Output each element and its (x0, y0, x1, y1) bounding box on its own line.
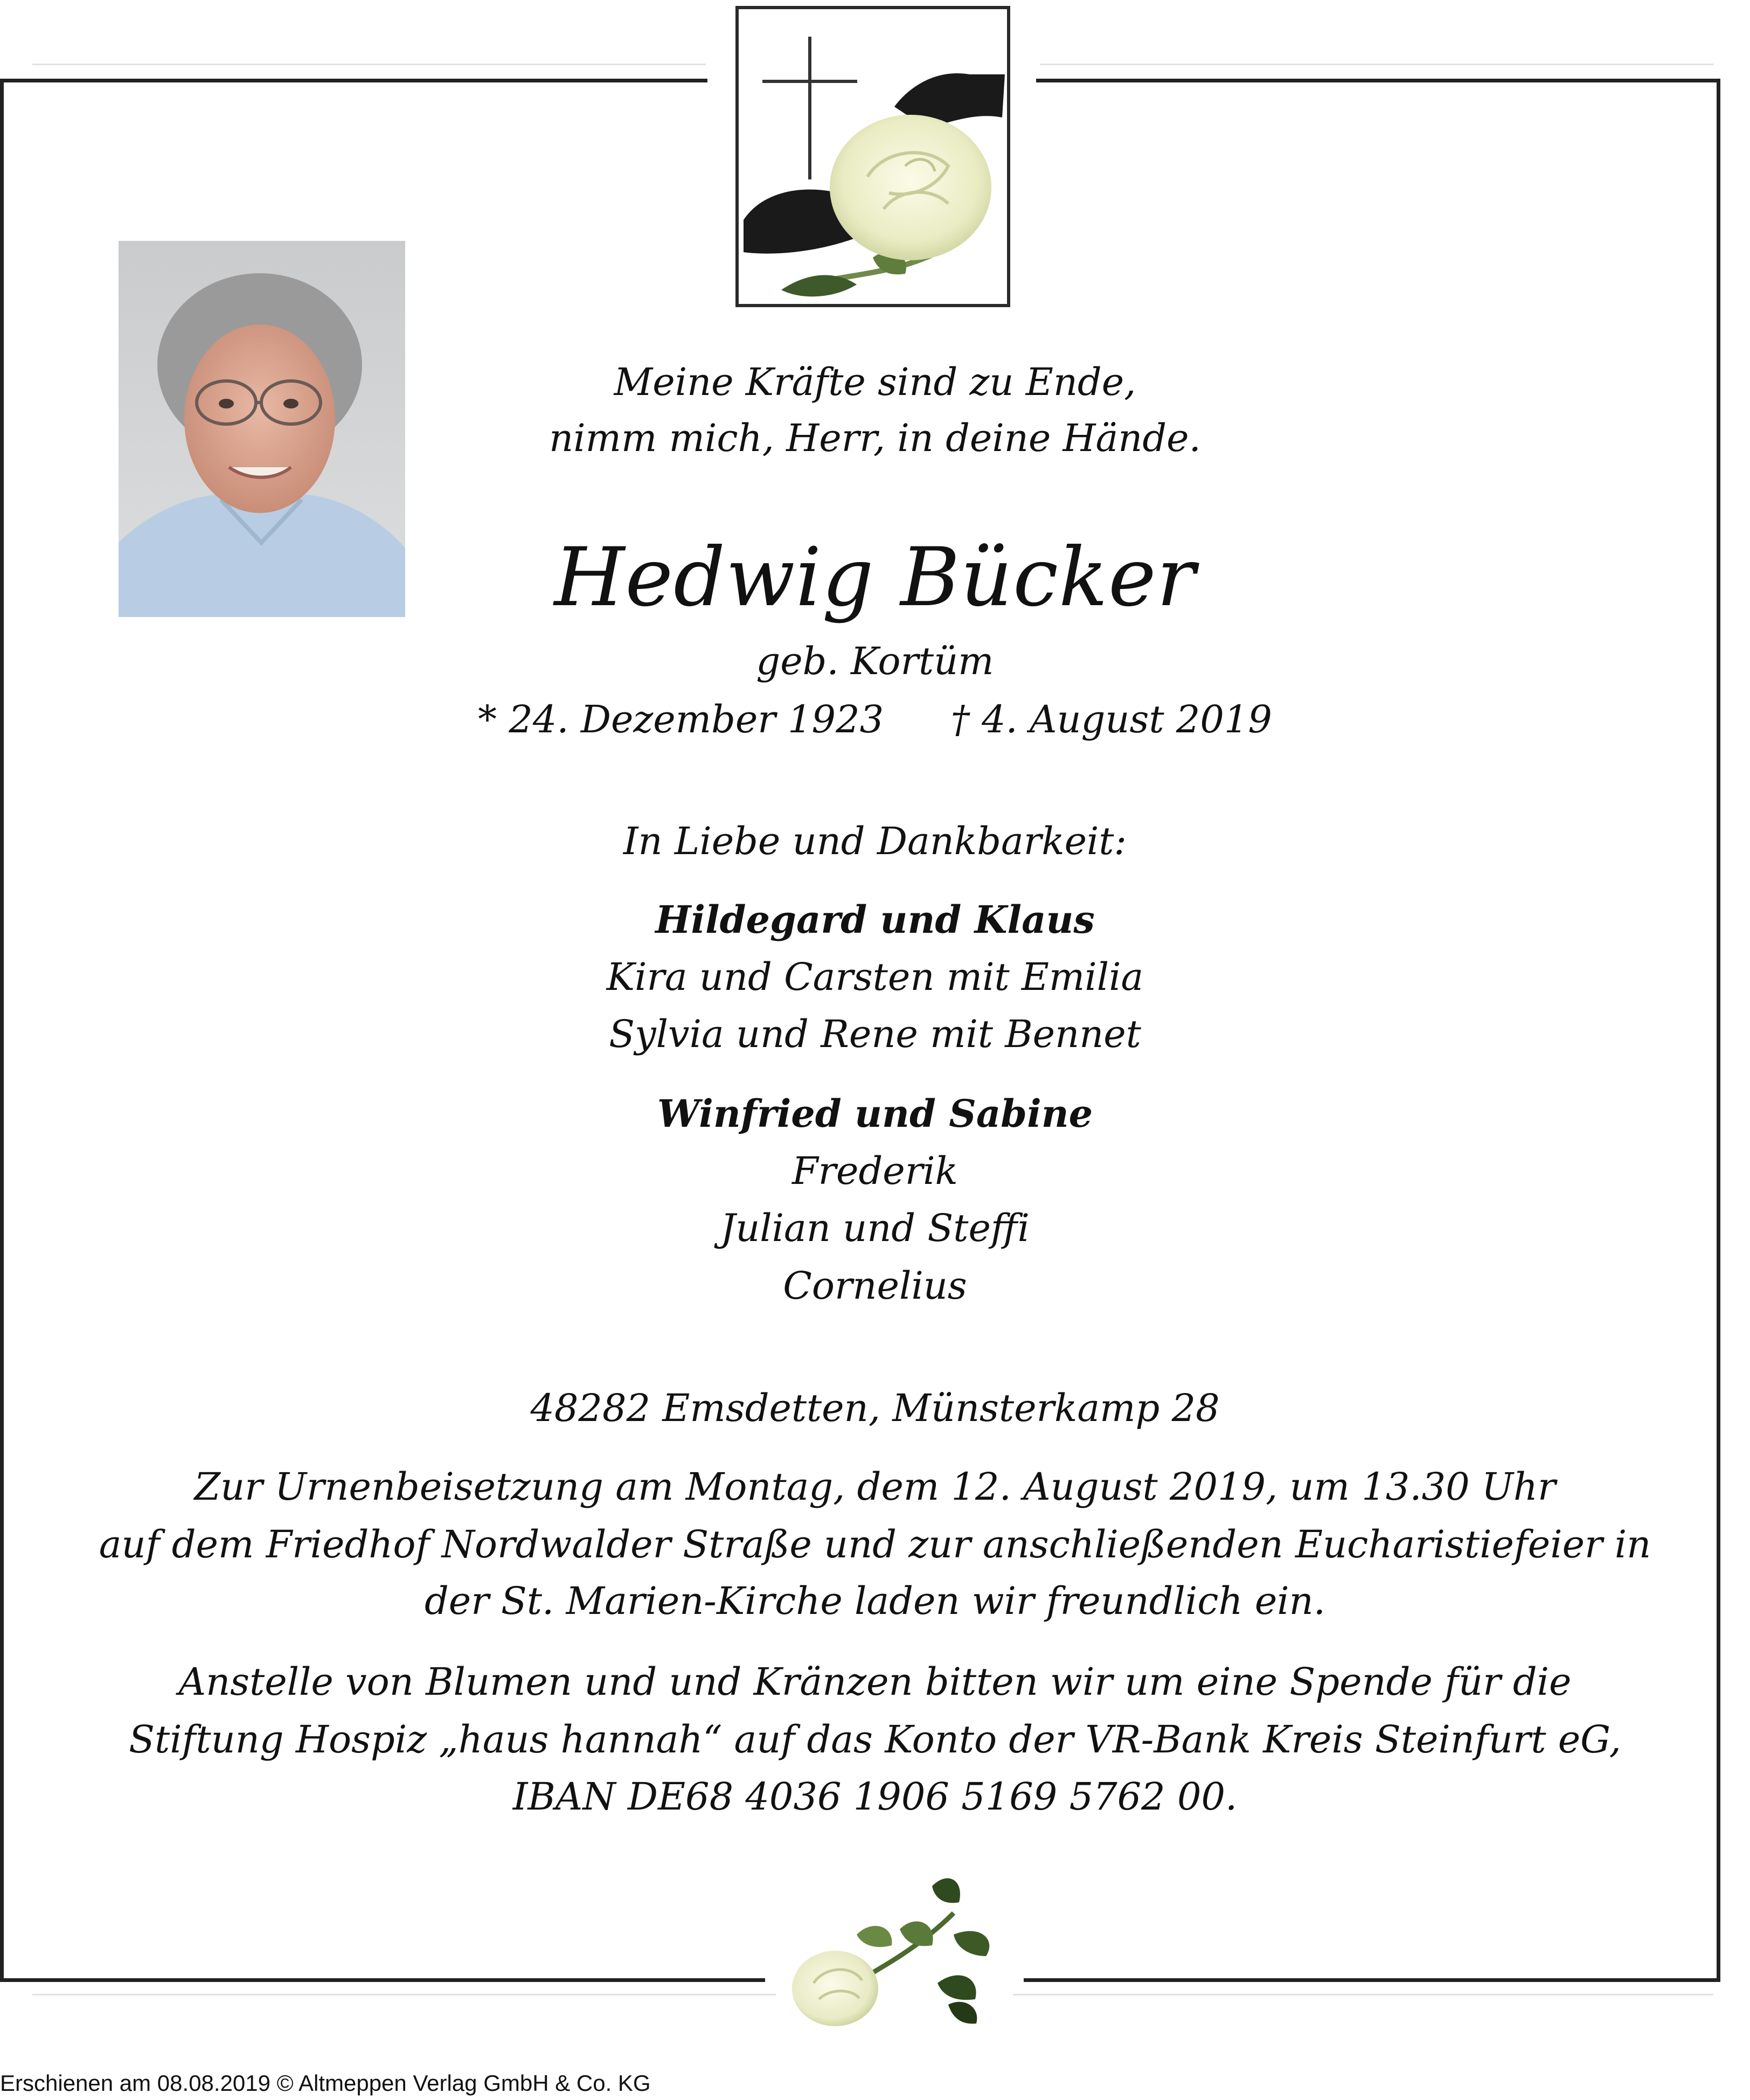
family-member: Julian und Steffi (720, 1206, 1030, 1250)
publication-credit: Erschienen am 08.08.2019 © Altmeppen Verlag GmbH & Co. KG (0, 2070, 651, 2096)
cross-vertical (808, 37, 811, 179)
donation-line: IBAN DE68 4036 1906 5169 5762 00. (512, 1775, 1238, 1819)
white-rose (830, 115, 991, 260)
frame-top-right (1036, 79, 1720, 82)
invitation-line: auf dem Friedhof Nordwalder Straße und zur anschließenden Eucharistiefeier in (99, 1522, 1651, 1567)
frame-bottom-right (1024, 1978, 1720, 1982)
faint-rule (32, 64, 706, 65)
deceased-name: Hedwig Bücker (554, 531, 1196, 625)
cross-rose-emblem (733, 4, 1013, 309)
frame-bottom-left (0, 1978, 765, 1982)
cross-horizontal (762, 80, 857, 83)
donation-line: Stiftung Hospiz „haus hannah“ auf das Konto der VR-Bank Kreis Steinfurt eG, (129, 1717, 1621, 1762)
family-member: Kira und Carsten mit Emilia (606, 955, 1144, 999)
birth-date: * 24. Dezember 1923 (478, 697, 884, 741)
mourners-intro: In Liebe und Dankbarkeit: (623, 819, 1127, 863)
white-rose-icon (776, 1854, 1013, 2032)
life-dates (0, 697, 1750, 741)
faint-rule (32, 1994, 776, 1995)
verse-line: nimm mich, Herr, in deine Hände. (549, 416, 1201, 460)
family-member: Cornelius (783, 1264, 967, 1308)
family-member: Frederik (792, 1149, 958, 1193)
invitation-line: der St. Marien-Kirche laden wir freundlich ein. (424, 1579, 1325, 1623)
family-head: Hildegard und Klaus (655, 897, 1095, 942)
death-date: † 4. August 2019 (950, 697, 1272, 741)
donation-line: Anstelle von Blumen und und Kränzen bitten wir um eine Spende für die (178, 1660, 1572, 1704)
family-head: Winfried und Sabine (657, 1091, 1093, 1136)
address: 48282 Emsdetten, Münsterkamp 28 (530, 1386, 1220, 1430)
invitation-line: Zur Urnenbeisetzung am Montag, dem 12. August 2019, um 13.30 Uhr (194, 1465, 1556, 1509)
birth-name: geb. Kortüm (756, 639, 994, 683)
faint-rule (1013, 1994, 1713, 1995)
family-member: Sylvia und Rene mit Bennet (609, 1012, 1141, 1056)
verse-line: Meine Kräfte sind zu Ende, (614, 360, 1136, 404)
frame-top-left (0, 79, 707, 82)
faint-rule (1040, 64, 1713, 65)
